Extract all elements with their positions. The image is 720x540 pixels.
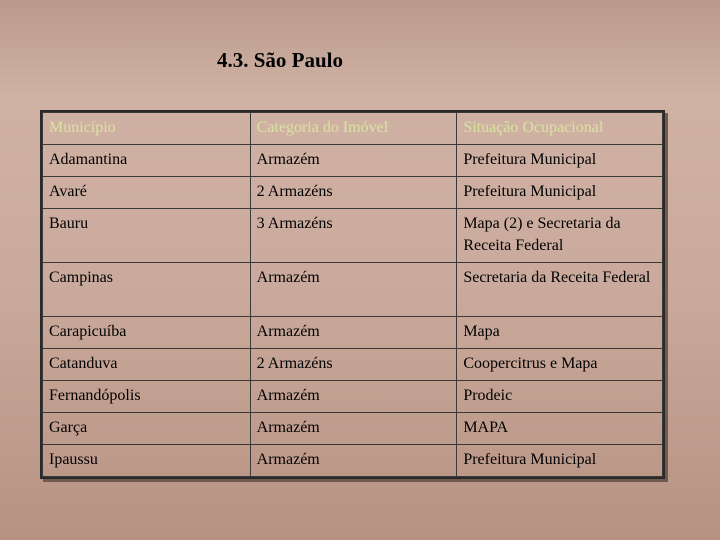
cell-municipio: Avaré — [43, 177, 251, 209]
cell-municipio: Carapicuíba — [43, 317, 251, 349]
cell-municipio: Bauru — [43, 209, 251, 263]
cell-situacao: Prefeitura Municipal — [457, 177, 663, 209]
cell-categoria: Armazém — [250, 317, 457, 349]
header-situacao: Situação Ocupacional — [457, 113, 663, 145]
cell-categoria: Armazém — [250, 413, 457, 445]
cell-situacao: Prodeic — [457, 381, 663, 413]
cell-municipio: Adamantina — [43, 145, 251, 177]
cell-categoria: 2 Armazéns — [250, 349, 457, 381]
cell-municipio: Fernandópolis — [43, 381, 251, 413]
data-table — [42, 112, 663, 477]
cell-municipio: Garça — [43, 413, 251, 445]
table-row — [43, 317, 663, 349]
table-row — [43, 445, 663, 477]
table-row — [43, 413, 663, 445]
table-row — [43, 209, 663, 263]
cell-situacao: Prefeitura Municipal — [457, 145, 663, 177]
cell-situacao: Mapa — [457, 317, 663, 349]
cell-categoria: Armazém — [250, 381, 457, 413]
table-row — [43, 145, 663, 177]
header-categoria: Categoria do Imóvel — [250, 113, 457, 145]
table-row — [43, 349, 663, 381]
cell-situacao: Prefeitura Municipal — [457, 445, 663, 477]
table-header-row — [43, 113, 663, 145]
header-municipio: Município — [43, 113, 251, 145]
cell-municipio: Campinas — [43, 263, 251, 317]
cell-categoria: 2 Armazéns — [250, 177, 457, 209]
cell-categoria: Armazém — [250, 445, 457, 477]
cell-situacao: Coopercitrus e Mapa — [457, 349, 663, 381]
cell-categoria: 3 Armazéns — [250, 209, 457, 263]
table-row — [43, 263, 663, 317]
cell-situacao: Secretaria da Receita Federal — [457, 263, 663, 317]
cell-municipio: Ipaussu — [43, 445, 251, 477]
cell-municipio: Catanduva — [43, 349, 251, 381]
cell-categoria: Armazém — [250, 145, 457, 177]
cell-situacao: Mapa (2) e Secretaria da Receita Federal — [457, 209, 663, 263]
cell-situacao: MAPA — [457, 413, 663, 445]
table-row — [43, 177, 663, 209]
cell-categoria: Armazém — [250, 263, 457, 317]
table-container — [40, 110, 665, 479]
table-row — [43, 381, 663, 413]
page-title: 4.3. São Paulo — [217, 48, 344, 72]
